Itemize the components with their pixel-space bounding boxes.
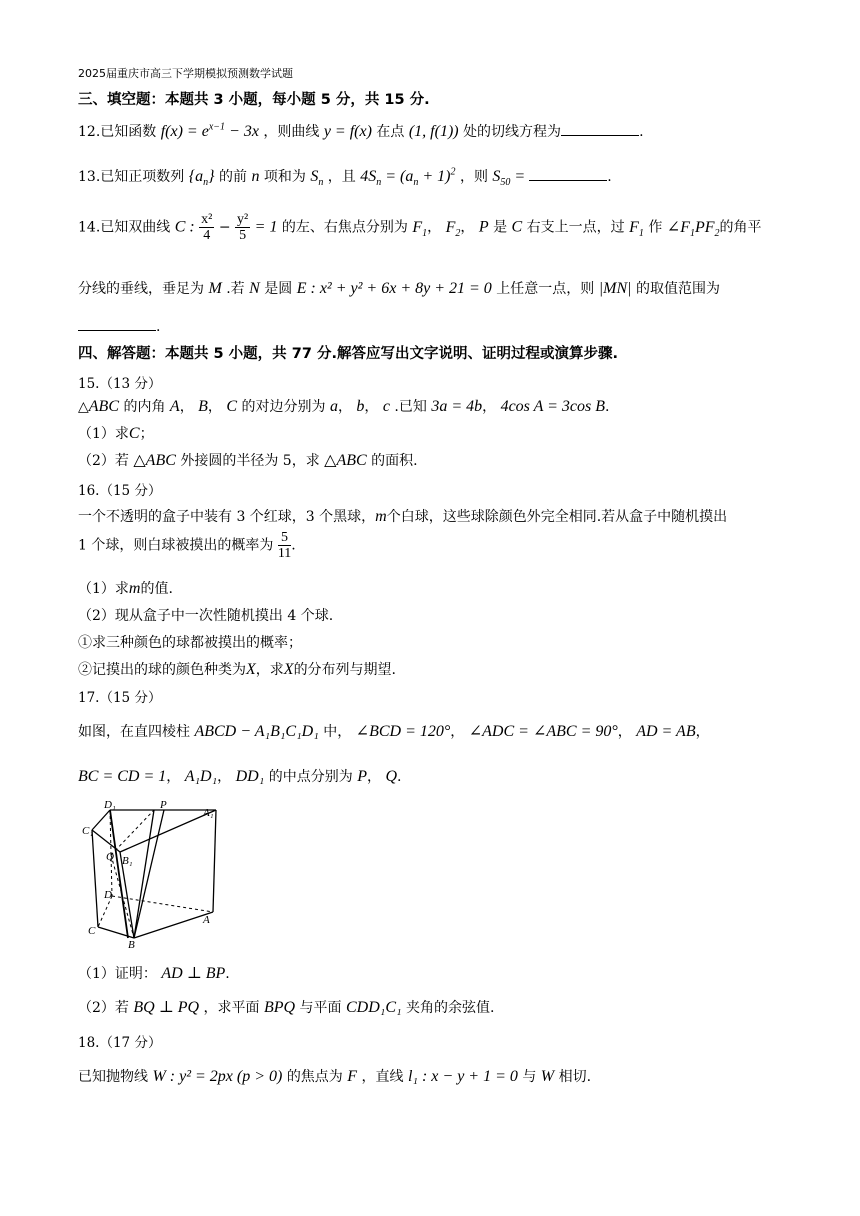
label-B: B [128, 939, 135, 950]
q17-line2 [78, 766, 401, 786]
q14-mid6: 的角平 [719, 219, 762, 236]
q16-part2: （2）现从盒子中一次性随机摸出 4 个球. [78, 608, 334, 624]
q15-text1: 的内角 [123, 399, 166, 415]
q14-mid2: ， [460, 219, 475, 236]
q15-comma3: ， [337, 399, 352, 415]
q14-F1: $F_1$ [412, 218, 428, 239]
label-C: C [88, 925, 96, 937]
q17-text3: 的中点分别为 [268, 769, 353, 785]
edge-D1-C1 [92, 810, 110, 830]
q15-p1-end: ； [139, 426, 154, 442]
q16-s2-b: ，求 [255, 662, 284, 678]
q14-M: M [208, 280, 222, 297]
label-C1: C₁ [82, 825, 94, 837]
q15-dot: . [605, 399, 610, 415]
q14-P: P [478, 218, 489, 236]
edge-B1-A1 [120, 810, 216, 852]
section4-title: 四、解答题：本题共 5 小题，共 77 分.解答应写出文字说明、证明过程或演算步骤. [78, 346, 618, 362]
q12-mid: ，则曲线 [263, 124, 320, 140]
label-P: P [160, 800, 167, 811]
q17-comma1: ， [450, 724, 465, 740]
q12-point: (1, f(1)) [408, 123, 459, 140]
q16-s2-X: X [246, 661, 256, 678]
q15-p1-text: （1）求 [78, 426, 129, 442]
q17-p1-a: （1）证明： [78, 966, 157, 982]
q17-part1 [78, 963, 230, 983]
q14-prefix: 14.已知双曲线 [78, 219, 171, 236]
label-B1: B₁ [122, 855, 133, 867]
q17-P: P [357, 768, 367, 785]
segment-BP2 [134, 810, 164, 938]
q15-p2-b: 外接圆的半径为 5，求 [180, 453, 320, 469]
q14-eq1: = 1 [254, 218, 278, 236]
q15-C: C [226, 398, 238, 415]
q16-line2 [78, 530, 296, 561]
q17-prism: ABCD − A₁B₁C₁D₁ [194, 723, 319, 740]
q16-score: 16.（15 分） [78, 483, 162, 499]
q17-angle2: ∠ADC = ∠ABC = 90° [468, 723, 618, 740]
q17-comma6: ， [366, 769, 381, 785]
q18-text4: 与 [522, 1069, 537, 1085]
answer-blank [561, 123, 639, 136]
answer-blank [529, 168, 607, 181]
q14-mid: 的左、右焦点分别为 [281, 219, 408, 236]
q14-frac-y: $\frac{\text{y²}}{5}$ [237, 212, 249, 243]
q12-curve: y = f(x) [323, 123, 372, 140]
label-A: A [203, 914, 210, 926]
q17-text1: 如图，在直四棱柱 [78, 724, 190, 740]
q15-b: b [356, 398, 365, 415]
q16-part1 [78, 578, 173, 598]
q14-mid3: 是 [493, 219, 508, 236]
q17-eq2: BC = CD = 1 [78, 768, 167, 785]
q15-abc: ABC [88, 398, 119, 415]
q16-m: m [375, 508, 387, 525]
q13-prefix: 13.已知正项数列 [78, 169, 185, 185]
q13-equation: $4S_n = (a_n + 1)^2$ [360, 166, 456, 189]
q14-line2c: 是圆 [264, 281, 293, 297]
q15-statement [78, 396, 609, 416]
q17-eq1: AD = AB [636, 723, 696, 740]
q18-score: 18.（17 分） [78, 1035, 162, 1051]
q18-line: l₁ : x − y + 1 = 0 [407, 1068, 518, 1085]
q14-F1b: $F_1$ [629, 218, 644, 239]
q13-sum: $S_n$ [310, 168, 324, 189]
question-12: 12.已知函数 $f(x) = e^{x-1} - 3x$ ，则曲线 y = f(x) 在点 (1, f(1)) 处的切线方程为 . [78, 121, 644, 140]
q13-s50: $S_{50}$ = [492, 168, 530, 189]
q13-mid4: ，则 [459, 169, 488, 185]
edge-C1-C [92, 830, 98, 927]
q15-a: a [329, 398, 338, 415]
q16-text3: 1 个球，则白球被摸出的概率为 [78, 537, 274, 554]
q17-p2-b: ，求平面 [203, 1000, 260, 1016]
q15-triangle-symbol: △ [78, 399, 89, 415]
question-14-line1 [78, 212, 762, 243]
q15-comma1: ， [179, 399, 194, 415]
q14-N: N [249, 280, 260, 297]
q15-comma2: ， [207, 399, 222, 415]
q17-p2-BPQ: BPQ [263, 999, 296, 1016]
q17-part2 [78, 997, 494, 1017]
segment-thick [110, 810, 128, 938]
q15-c: c [382, 398, 390, 415]
q17-p1-end: . [225, 966, 230, 982]
label-D: D [104, 889, 112, 901]
prism-figure [78, 800, 228, 950]
label-Q: Q [106, 851, 114, 863]
answer-blank [78, 318, 156, 331]
q15-p2-a: （2）若 [78, 453, 129, 469]
q14-line2a: 分线的垂线，垂足为 [78, 281, 204, 297]
edge-A1-A [213, 810, 216, 912]
q18-text1: 已知抛物线 [78, 1069, 148, 1085]
q12-suffix: 处的切线方程为 [463, 124, 562, 140]
label-D1: D₁ [104, 800, 116, 811]
q13-n: n [251, 168, 260, 185]
q14-MN: |MN| [598, 280, 632, 297]
q15-text3: .已知 [394, 399, 427, 415]
q15-part1 [78, 423, 154, 443]
q15-cond1: 3a = 4b [431, 398, 483, 415]
q17-score: 17.（15 分） [78, 690, 162, 706]
q17-p1-eq: AD ⊥ BP [161, 965, 226, 982]
document-header: 2025届重庆市高三下学期模拟预测数学试题 [78, 67, 293, 80]
q18-text3: ，直线 [361, 1069, 404, 1085]
q12-function: $f(x) = e^{x-1} - 3x$ [160, 121, 259, 140]
q16-sub1: ①求三种颜色的球都被摸出的概率； [78, 635, 302, 651]
q15-part2 [78, 450, 418, 470]
q16-text2: 个白球，这些球除颜色外完全相同.若从盒子中随机摸出 [386, 509, 728, 525]
q18-line1 [78, 1066, 591, 1086]
q13-sequence: $\{a_n\}$ [188, 168, 215, 189]
q15-text2: 的对边分别为 [241, 399, 326, 415]
label-A1: A₁ [203, 807, 214, 819]
q15-comma5: ， [482, 399, 497, 415]
question-13: 13.已知正项数列 $\{a_n\}$ 的前 n 项和为 $S_n$ ，且 $4S_n = (a_n + 1)^2$ ，则 $S_{50}$ = . [78, 166, 612, 189]
segment-BP [134, 810, 154, 938]
q16-line1 [78, 506, 727, 526]
q17-comma5: ， [217, 769, 232, 785]
q16-p1-a: （1）求 [78, 581, 129, 597]
q14-circle: E : x² + y² + 6x + 8y + 21 = 0 [296, 280, 492, 297]
q18-text2: 的焦点为 [286, 1069, 343, 1085]
q14-line2b: .若 [226, 281, 245, 297]
q14-frac-x: $\frac{\text{x²}}{4}$ [201, 212, 213, 243]
q16-p1-b: 的值. [140, 581, 173, 597]
q16-dot: . [291, 537, 296, 554]
section3-title: 三、填空题：本题共 3 小题，每小题 5 分，共 15 分. [78, 92, 430, 108]
q14-C: C : [174, 218, 195, 236]
q18-text5: 相切. [558, 1069, 592, 1085]
q17-text2: 中， [323, 724, 352, 740]
q18-parabola: W : y² = 2px (p > 0) [152, 1068, 283, 1085]
edge-B-A [134, 912, 213, 938]
q12-prefix: 12.已知函数 [78, 124, 157, 140]
q17-p2-d: 夹角的余弦值. [406, 1000, 495, 1016]
q16-s2-c: 的分布列与期望. [293, 662, 397, 678]
q14-comma: ， [427, 219, 442, 236]
q15-p1-C: C [128, 425, 140, 442]
q17-p2-CDD1C1: CDD₁C₁ [346, 999, 402, 1016]
q17-DD1: DD₁ [235, 768, 265, 785]
q17-p2-c: 与平面 [299, 1000, 342, 1016]
q18-W: W [540, 1068, 555, 1085]
q15-score: 15.（13 分） [78, 376, 162, 392]
q14-minus: − [218, 219, 231, 236]
q16-probability-fraction: $\frac{5}{11}$ [277, 530, 292, 561]
q14-mid4: 右支上一点，过 [526, 219, 625, 236]
q16-sub2 [78, 659, 396, 679]
q15-B: B [198, 398, 208, 415]
q15-p2-tri2: △ABC [324, 452, 367, 469]
q17-comma3: ， [695, 724, 710, 740]
q17-comma4: ， [166, 769, 181, 785]
q14-angle: $\angle F_1PF_2$ [666, 218, 720, 239]
q14-C2: C [511, 218, 523, 236]
q12-mid2: 在点 [376, 124, 405, 140]
question-14-line2 [78, 278, 720, 298]
q18-F: F [347, 1068, 358, 1085]
q17-Q: Q [385, 768, 397, 785]
q16-s2-X2: X [283, 661, 294, 678]
q17-p2-eq: BQ ⊥ PQ [133, 999, 200, 1016]
q17-angle1: ∠BCD = 120° [355, 723, 451, 740]
q15-comma4: ， [364, 399, 379, 415]
q15-p2-tri: △ABC [133, 452, 176, 469]
question-14-blank-line: . [78, 318, 160, 335]
q14-line2e: 的取值范围为 [635, 281, 720, 297]
q13-mid2: 项和为 [263, 169, 306, 185]
q14-mid5: 作 [648, 219, 663, 236]
q13-mid3: ，且 [327, 169, 356, 185]
q16-p1-m: m [128, 580, 141, 597]
q17-end: . [397, 769, 402, 785]
q16-s2-a: ②记摸出的球的颜色种类为 [78, 662, 246, 678]
q15-p2-c: 的面积. [371, 453, 418, 469]
q16-text1: 一个不透明的盒子中装有 3 个红球，3 个黑球， [78, 509, 376, 525]
q17-comma2: ， [617, 724, 632, 740]
q14-F2: $F_2$ [445, 218, 461, 239]
q15-A: A [169, 398, 180, 415]
q17-p2-a: （2）若 [78, 1000, 129, 1016]
q14-line2d: 上任意一点，则 [496, 281, 595, 297]
q15-cond2: 4cos A = 3cos B [500, 398, 605, 415]
q17-A1D1: A₁D₁ [184, 768, 218, 785]
q13-mid: 的前 [218, 169, 247, 185]
q17-line1 [78, 721, 710, 741]
